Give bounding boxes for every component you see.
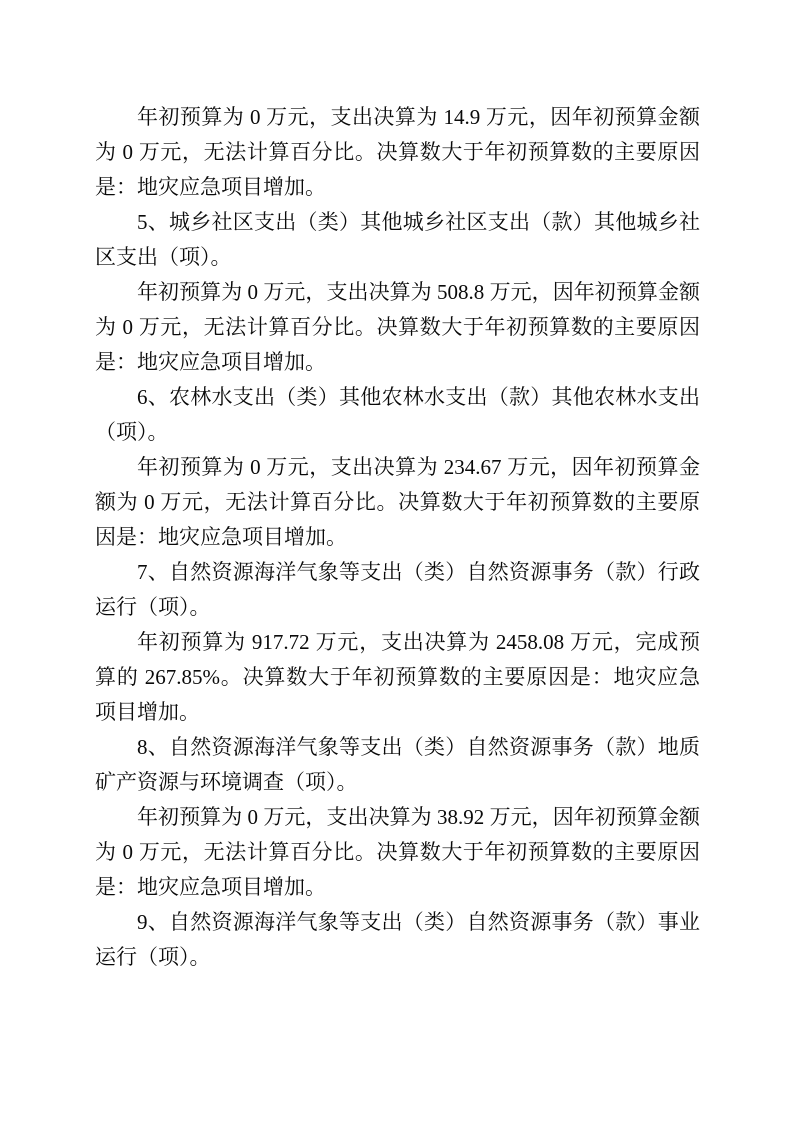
paragraph-item6-detail: 年初预算为 0 万元，支出决算为 234.67 万元，因年初预算金额为 0 万元，无法计算百分比。决算数大于年初预算数的主要原因是：地灾应急项目增加。: [95, 455, 700, 549]
paragraph-item8-detail: 年初预算为 0 万元，支出决算为 38.92 万元，因年初预算金额为 0 万元，无法计算百分比。决算数大于年初预算数的主要原因是：地灾应急项目增加。: [95, 805, 700, 899]
document-body: [95, 100, 700, 975]
paragraph-item8-heading: 8、自然资源海洋气象等支出（类）自然资源事务（款）地质矿产资源与环境调查（项）。: [95, 735, 700, 794]
paragraph-item6-heading: 6、农林水支出（类）其他农林水支出（款）其他农林水支出（项）。: [95, 385, 700, 444]
paragraph-item5-heading: 5、城乡社区支出（类）其他城乡社区支出（款）其他城乡社区支出（项）。: [95, 210, 700, 269]
paragraph-item5-detail: 年初预算为 0 万元，支出决算为 508.8 万元，因年初预算金额为 0 万元，无法计算百分比。决算数大于年初预算数的主要原因是：地灾应急项目增加。: [95, 280, 700, 374]
paragraph-detail-continuation: 年初预算为 0 万元，支出决算为 14.9 万元，因年初预算金额为 0 万元，无法计算百分比。决算数大于年初预算数的主要原因是：地灾应急项目增加。: [95, 105, 700, 199]
paragraph-item7-detail: 年初预算为 917.72 万元，支出决算为 2458.08 万元，完成预算的 267.85%。决算数大于年初预算数的主要原因是：地灾应急项目增加。: [95, 630, 700, 724]
paragraph-item7-heading: 7、自然资源海洋气象等支出（类）自然资源事务（款）行政运行（项）。: [95, 560, 700, 619]
paragraph-item9-heading: 9、自然资源海洋气象等支出（类）自然资源事务（款）事业运行（项）。: [95, 910, 700, 969]
